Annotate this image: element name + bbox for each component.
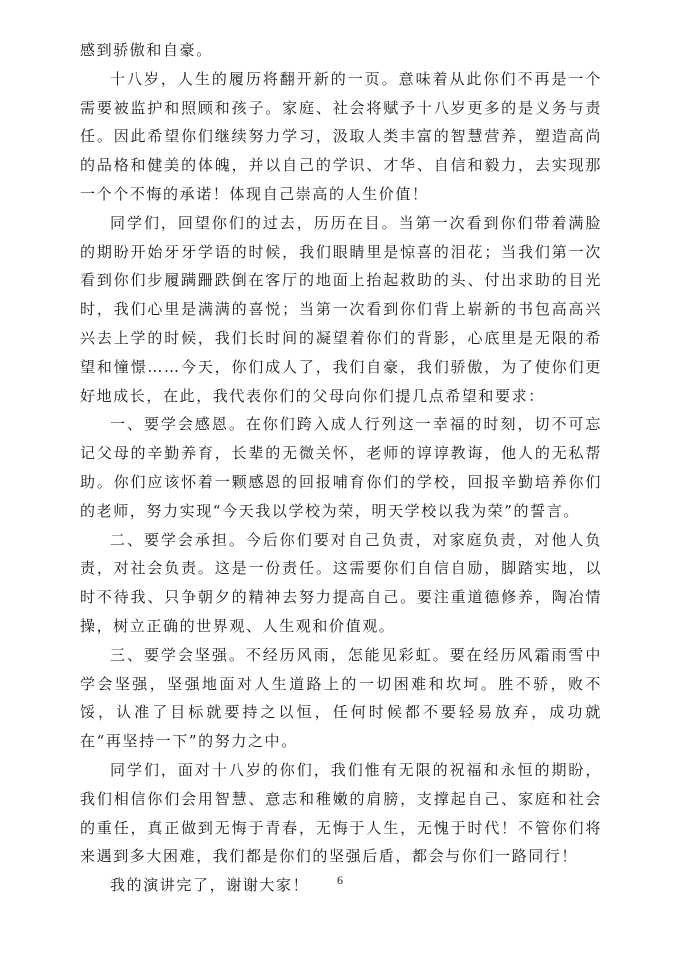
paragraph-responsibility: 二、要学会承担。今后你们要对自己负责，对家庭负责，对他人负责，对社会负责。这是一份责任。这需要你们自信自励，脚踏实地，以时不待我、只争朝夕的精神去努力提高自己。要注重道德修养，陶冶情操，树立正确的世界观、人生观和价值观。	[80, 530, 602, 635]
paragraph-gratitude: 一、要学会感恩。在你们跨入成人行列这一幸福的时刻，切不可忘记父母的辛勤养育，长辈的无微关怀，老师的谆谆教诲，他人的无私帮助。你们应该怀着一颗感恩的回报哺育你们的学校，回报辛勤培养你们的老师，努力实现“今天我以学校为荣，明天学校以我为荣”的誓言。	[80, 415, 602, 520]
paragraph-closing: 同学们，面对十八岁的你们，我们惟有无限的祝福和永恒的期盼，我们相信你们会用智慧、意志和稚嫩的肩膀，支撑起自己、家庭和社会的重任，真正做到无悔于青春，无悔于人生，无愧于时代！不管你们将来遇到多大困难，我们都是你们的坚强后盾，都会与你们一路同行！	[80, 760, 602, 866]
paragraph-strength: 三、要学会坚强。不经历风雨，怎能见彩虹。要在经历风霜雨雪中学会坚强，坚强地面对人生道路上的一切困难和坎坷。胜不骄，败不馁，认准了目标就要持之以恒，任何时候都不要轻易放弃，成功就在“再坚持一下”的努力之中。	[80, 645, 602, 751]
paragraph-eighteen: 十八岁，人生的履历将翻开新的一页。意味着从此你们不再是一个需要被监护和照顾和孩子。家庭、社会将赋予十八岁更多的是义务与责任。因此希望你们继续努力学习，汲取人类丰富的智慧营养，塑造高尚的品格和健美的体魄，并以自己的学识、才华、自信和毅力，去实现那一个个不悔的承诺！体现自己崇高的人生价值！	[80, 69, 602, 203]
page-number: 6	[337, 873, 343, 887]
paragraph-continuation: 感到骄傲和自豪。	[80, 41, 213, 59]
paragraph-thanks: 我的演讲完了，谢谢大家！	[110, 876, 310, 895]
body-text	[80, 36, 602, 900]
paragraph-look-back: 同学们，回望你们的过去，历历在目。当第一次看到你们带着满脸的期盼开始牙牙学语的时候，我们眼睛里是惊喜的泪花；当我们第一次看到你们步履蹒跚跌倒在客厅的地面上抬起救助的头、付出求助的目光时，我们心里是满满的喜悦；当第一次看到你们背上崭新的书包高高兴兴去上学的时候，我们长时间的凝望着你们的背影，心底里是无限的希望和憧憬……今天，你们成人了，我们自豪，我们骄傲，为了使你们更好地成长，在此，我代表你们的父母向你们提几点希望和要求：	[80, 213, 602, 405]
